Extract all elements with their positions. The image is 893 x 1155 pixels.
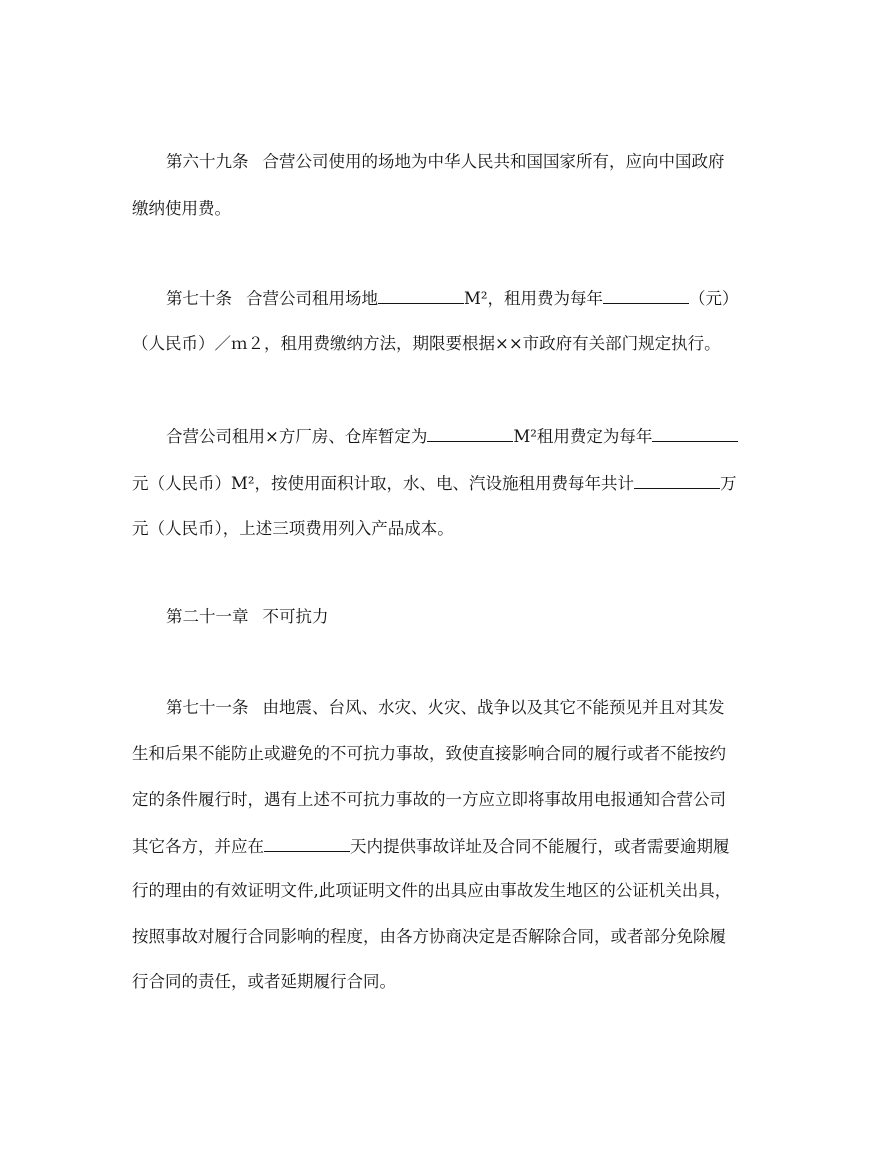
- article-71-text-3: 定的条件履行时，遇有上述不可抗力事故的一方应立即将事故用电报通知合营公司: [132, 790, 726, 809]
- article-71-line-2: [132, 742, 768, 766]
- article-71-text-6: 按照事故对履行合同影响的程度，由各方协商决定是否解除合同，或者部分免除履: [132, 927, 726, 946]
- lease-text-1b: M²租用费定为每年: [513, 427, 653, 446]
- lease-text-1a: 合营公司租用×方厂房、仓库暂定为: [166, 427, 428, 446]
- article-71-line-1: [166, 696, 768, 720]
- lease-line-2: [132, 471, 768, 495]
- article-70-text-1b: M²，租用费为每年: [464, 289, 604, 308]
- article-71-line-3: [132, 788, 768, 812]
- article-71-line-6: [132, 925, 768, 949]
- chapter-21-label: 第二十一章: [166, 607, 249, 626]
- lease-text-3: 元（人民币），上述三项费用列入产品成本。: [132, 519, 454, 538]
- article-71-text-5: 行的理由的有效证明文件,此项证明文件的出具应由事故发生地区的公证机关出具，: [132, 881, 732, 900]
- article-70-label: 第七十条: [166, 289, 232, 308]
- article-71-text-7: 行合同的责任，或者延期履行合同。: [132, 972, 396, 991]
- lease-text-2b: 万: [720, 474, 737, 493]
- blank-field[interactable]: [378, 286, 464, 304]
- article-71-label: 第七十一条: [166, 698, 249, 717]
- article-71-text-2: 生和后果不能防止或避免的不可抗力事故，致使直接影响合同的履行或者不能按约: [132, 744, 726, 763]
- blank-field[interactable]: [603, 286, 689, 304]
- article-71-line-7: [132, 970, 768, 994]
- article-70-line-2: [132, 332, 768, 356]
- lease-text-2a: 元（人民币）M²，按使用面积计取，水、电、汽设施租用费每年共计: [132, 474, 635, 493]
- lease-line-3: [132, 517, 768, 541]
- blank-field[interactable]: [634, 471, 720, 489]
- article-71-text-4a: 其它各方，并应在: [132, 837, 264, 856]
- lease-line-1: [166, 424, 768, 448]
- article-69-line-1: [166, 150, 768, 174]
- blank-field[interactable]: [652, 424, 738, 442]
- article-71-line-5: [132, 879, 768, 903]
- article-70-text-1a: 合营公司租用场地: [246, 289, 378, 308]
- article-69-text-2: 缴纳使用费。: [132, 199, 231, 218]
- blank-field[interactable]: [264, 834, 350, 852]
- chapter-21-title: 不可抗力: [262, 607, 329, 626]
- article-71-text-1: 由地震、台风、水灾、火灾、战争以及其它不能预见并且对其发: [262, 698, 725, 717]
- chapter-21-heading: [166, 605, 329, 629]
- article-70-text-2: （人民币）／ｍ２，租用费缴纳方法，期限要根据××市政府有关部门规定执行。: [132, 334, 721, 353]
- article-71-text-4b: 天内提供事故详址及合同不能履行，或者需要逾期履: [350, 837, 730, 856]
- article-69-line-2: [132, 197, 768, 221]
- article-70-line-1: [166, 286, 768, 310]
- article-70-text-1c: （元）: [689, 289, 739, 308]
- article-69-text-1: 合营公司使用的场地为中华人民共和国国家所有，应向中国政府: [262, 152, 725, 171]
- blank-field[interactable]: [427, 424, 513, 442]
- article-71-line-4: [132, 834, 768, 858]
- article-69-label: 第六十九条: [166, 152, 249, 171]
